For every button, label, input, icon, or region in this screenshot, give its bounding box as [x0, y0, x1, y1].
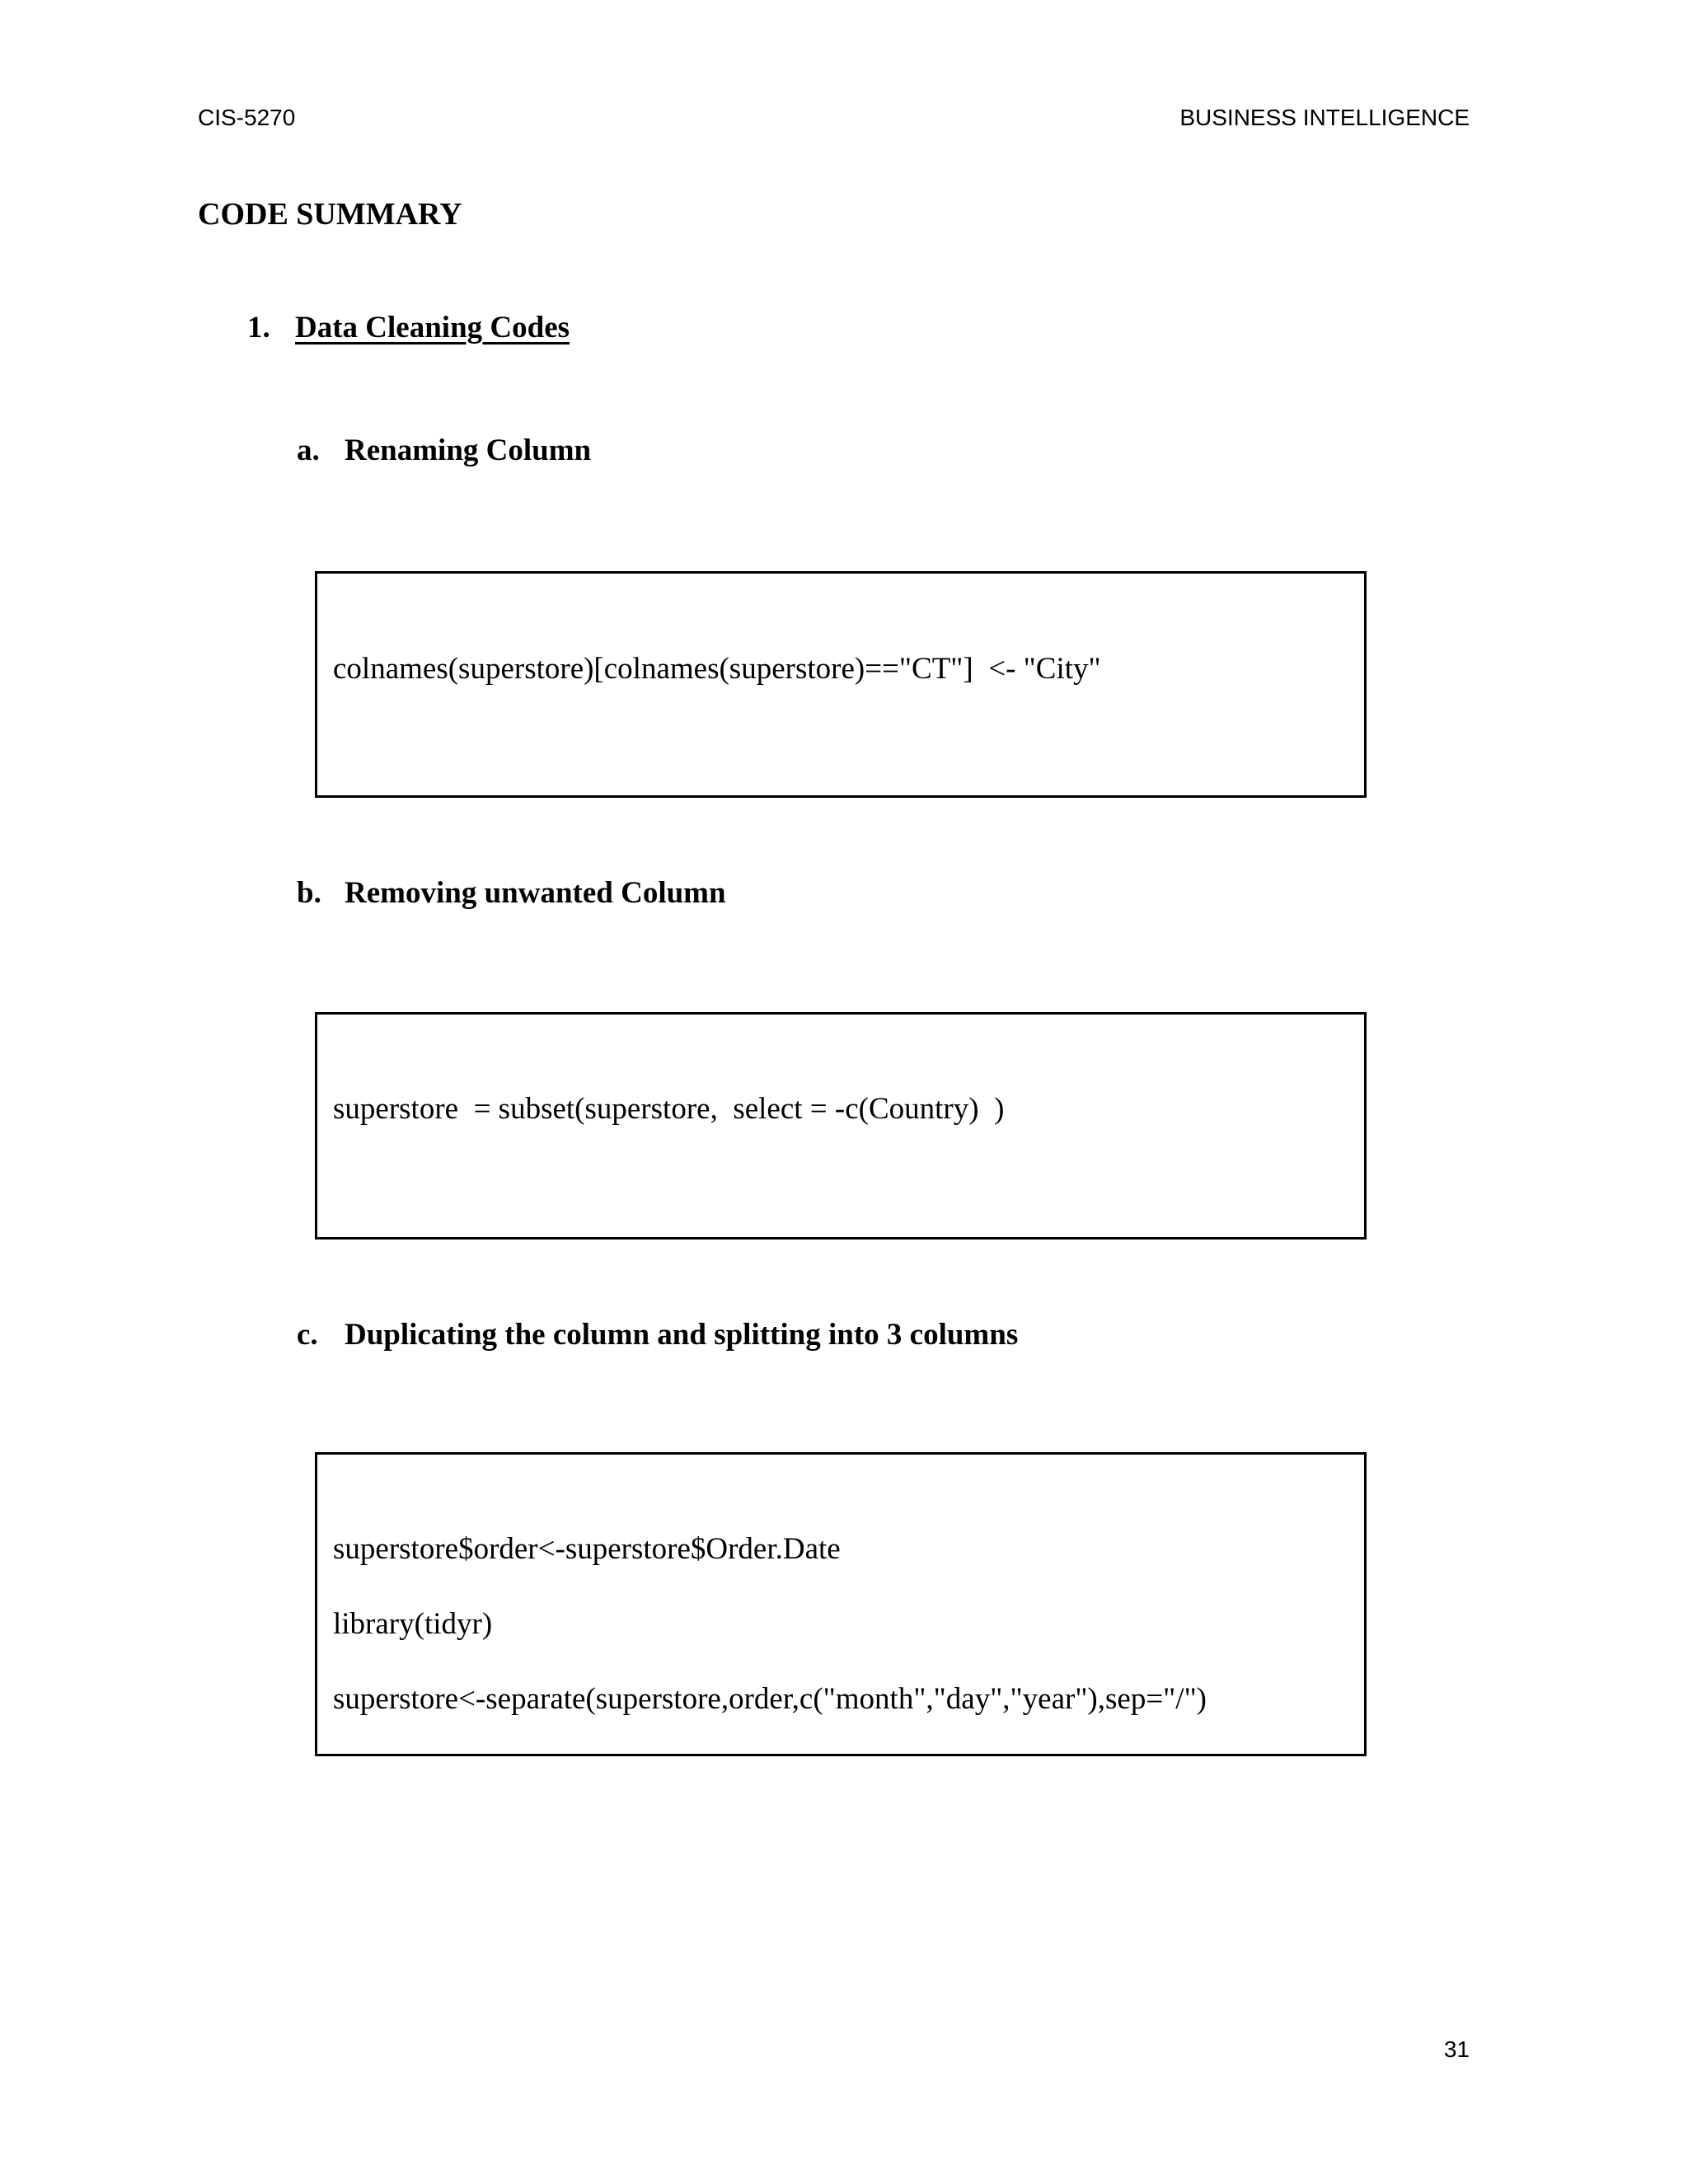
- subsection-heading-b: [297, 874, 726, 912]
- subsection-title: Renaming Column: [345, 434, 592, 467]
- subsection-title: Removing unwanted Column: [345, 876, 726, 910]
- code-box-splitting: [315, 1452, 1367, 1756]
- section-number: 1.: [247, 311, 270, 344]
- code-box-removing: [315, 1012, 1367, 1240]
- page-title: CODE SUMMARY: [198, 197, 462, 232]
- section-heading: [247, 309, 570, 347]
- code-line: colnames(superstore)[colnames(superstore)=="CT"] <- "City": [333, 652, 1101, 686]
- header-course-title: BUSINESS INTELLIGENCE: [1179, 105, 1470, 130]
- code-line: superstore<-separate(superstore,order,c("month","day","year"),sep="/"): [333, 1682, 1207, 1716]
- subsection-title: Duplicating the column and splitting into 3 columns: [345, 1318, 1019, 1352]
- subsection-heading-a: [297, 432, 591, 470]
- page-number: 31: [1443, 2036, 1470, 2062]
- code-box-renaming: [315, 571, 1367, 798]
- header-course-code: CIS-5270: [198, 105, 296, 130]
- code-line: superstore = subset(superstore, select = -c(Country) ): [333, 1092, 1005, 1126]
- section-title: Data Cleaning Codes: [295, 311, 570, 344]
- subsection-letter: a.: [297, 434, 320, 467]
- code-line: superstore$order<-superstore$Order.Date: [333, 1532, 841, 1566]
- subsection-letter: c.: [297, 1318, 318, 1352]
- code-line: library(tidyr): [333, 1607, 493, 1641]
- subsection-letter: b.: [297, 876, 321, 910]
- subsection-heading-c: [297, 1316, 1018, 1354]
